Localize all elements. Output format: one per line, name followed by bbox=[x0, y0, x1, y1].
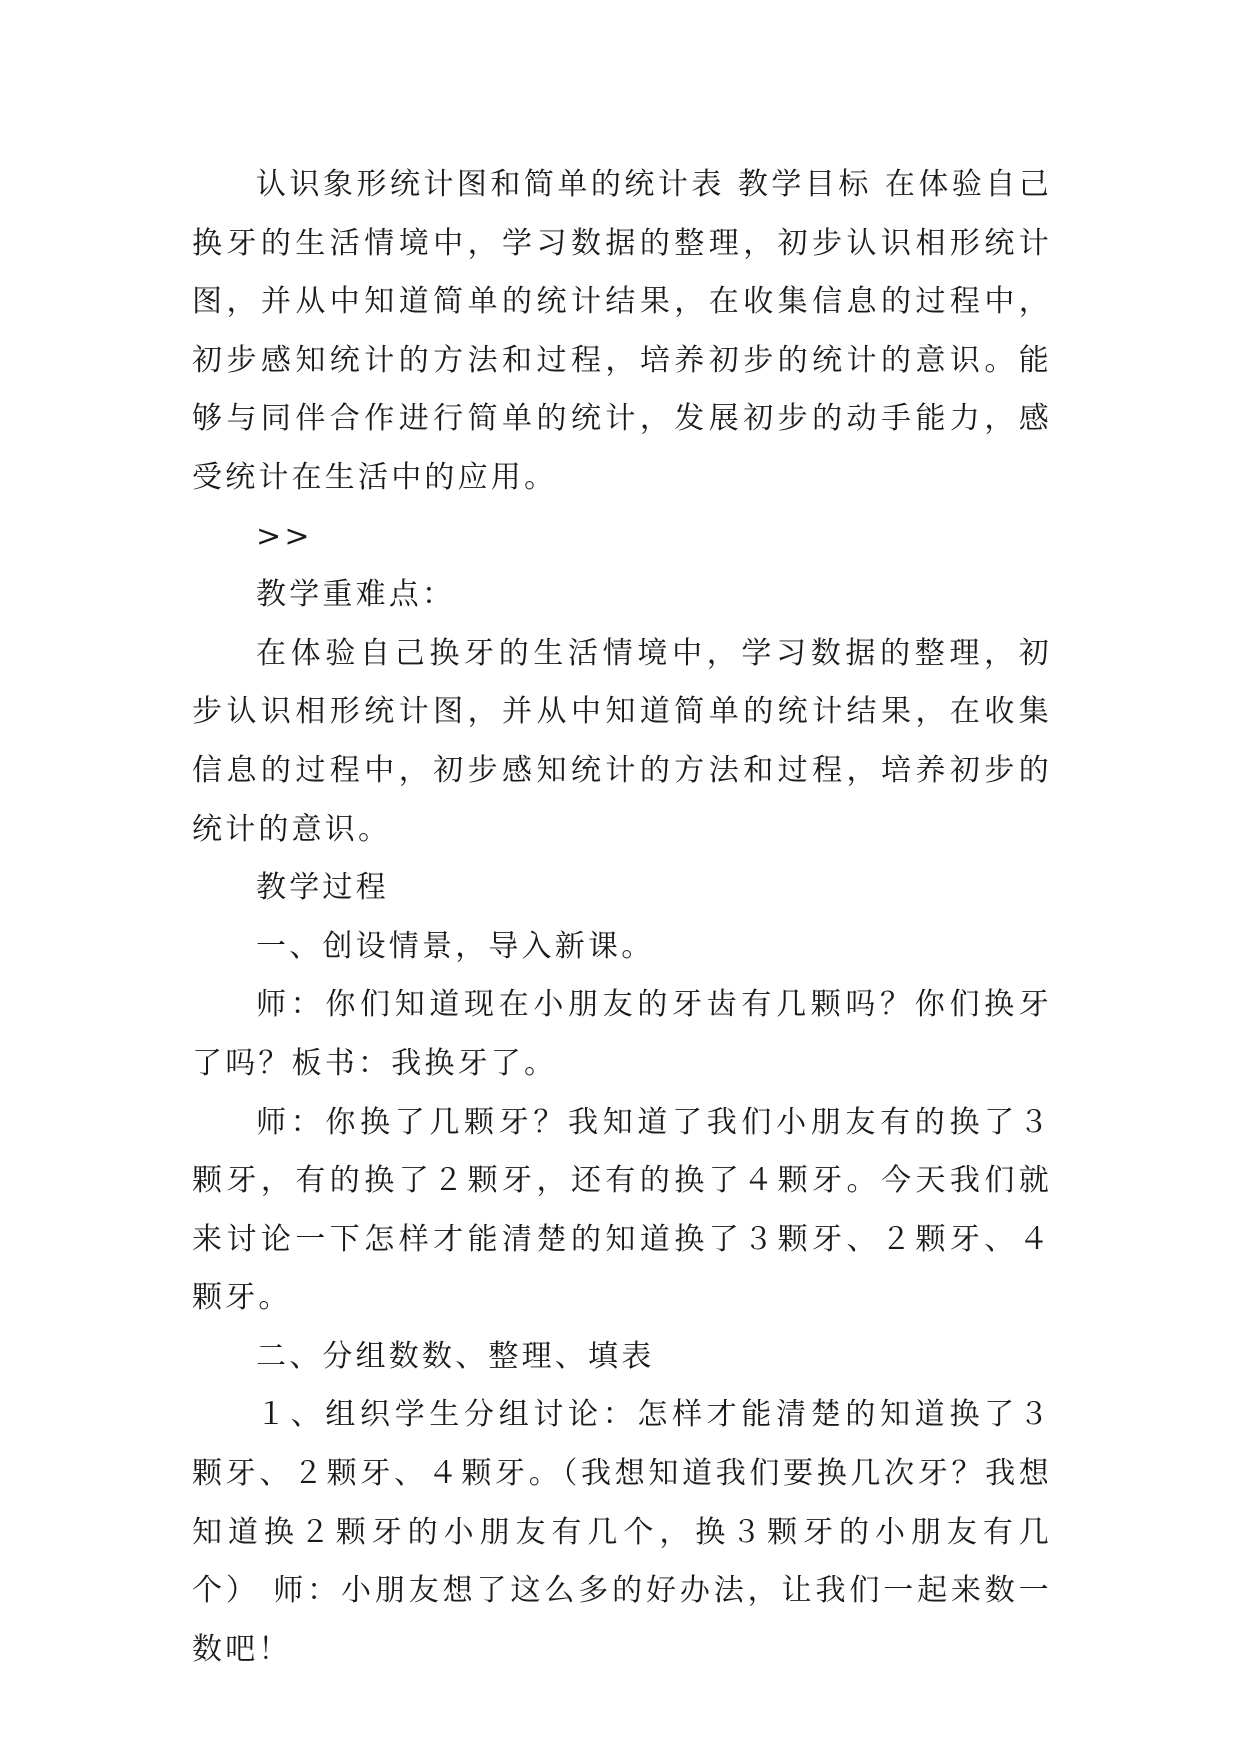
paragraph-heading-key-points: 教学重难点： bbox=[256, 577, 456, 613]
paragraph-heading-process: 教学过程 bbox=[256, 870, 389, 906]
paragraph-group-discussion: １、组织学生分组讨论：怎样才能清楚的知道换了３颗牙、２颗牙、４颗牙。（我想知道我们要换几次牙？我想知道换２颗牙的小朋友有几个，换３颗牙的小朋友有几个） 师：小朋友想了这么多的好办法，让我们一起来数一数吧！ bbox=[192, 1397, 1052, 1667]
paragraph-teacher-question: 师：你们知道现在小朋友的牙齿有几颗吗？你们换牙了吗？板书：我换牙了。 bbox=[192, 987, 1052, 1081]
paragraph-intro: 认识象形统计图和简单的统计表 教学目标 在体验自己换牙的生活情境中，学习数据的整理，初步认识相形统计图，并从中知道简单的统计结果，在收集信息的过程中，初步感知统计的方法和过程，培养初步的统计的意识。能够与同伴合作进行简单的统计，发展初步的动手能力，感受统计在生活中的应用。 bbox=[192, 167, 1052, 495]
paragraph-key-points: 在体验自己换牙的生活情境中，学习数据的整理，初步认识相形统计图，并从中知道简单的统计结果，在收集信息的过程中，初步感知统计的方法和过程，培养初步的统计的意识。 bbox=[192, 635, 1052, 847]
paragraph-marker: >> bbox=[256, 518, 313, 554]
paragraph-teacher-discussion: 师：你换了几颗牙？我知道了我们小朋友有的换了３颗牙，有的换了２颗牙，还有的换了４颗牙。今天我们就来讨论一下怎样才能清楚的知道换了３颗牙、２颗牙、４颗牙。 bbox=[192, 1104, 1052, 1316]
document-body bbox=[192, 156, 1052, 1679]
paragraph-section-two: 二、分组数数、整理、填表 bbox=[256, 1338, 655, 1374]
paragraph-section-one: 一、创设情景，导入新课。 bbox=[256, 928, 655, 964]
